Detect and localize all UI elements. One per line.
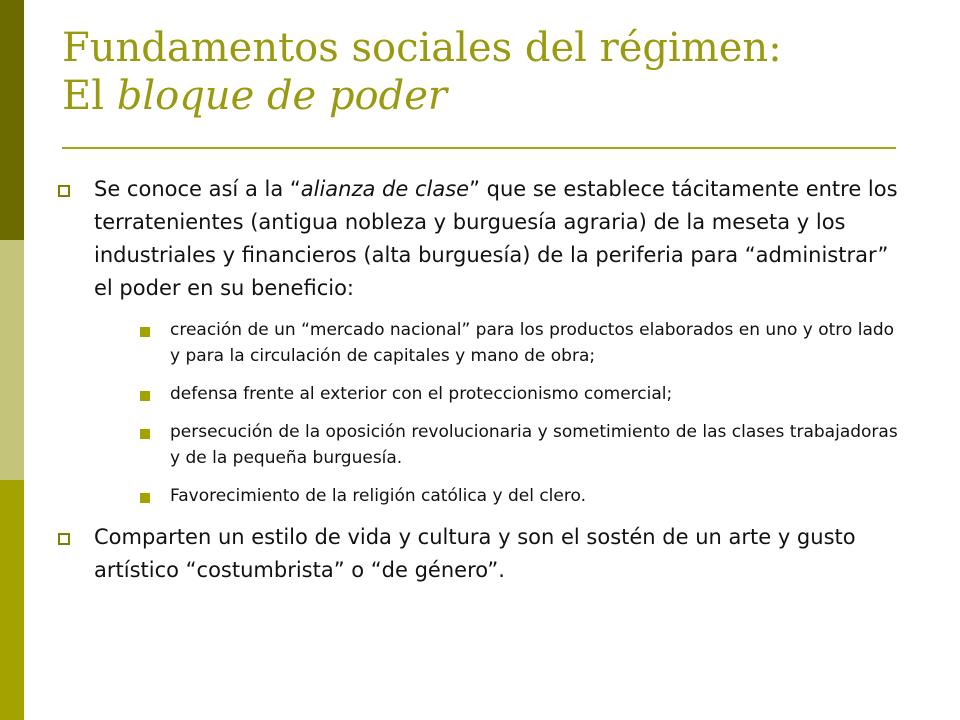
title-divider — [62, 147, 896, 149]
slide-body — [58, 173, 908, 587]
left-accent-bar-middle — [0, 240, 24, 480]
slide-title — [62, 24, 922, 120]
hollow-square-bullet-icon — [58, 185, 70, 197]
left-accent-bar-bottom — [0, 480, 24, 720]
sub-bullet-list — [58, 317, 908, 509]
sub-bullet-3-text: persecución de la oposición revolucionaria y sometimiento de las clases trabajadoras y de la pequeña burguesía. — [170, 422, 898, 468]
filled-square-bullet-icon — [140, 327, 150, 337]
bullet-1-text-after: ” que se establece tácitamente entre los terratenientes (antigua nobleza y burguesía agraria) de la meseta y los industriales y financieros (alta burguesía) de la periferia para “administrar” el poder en su beneficio: — [94, 177, 898, 300]
filled-square-bullet-icon — [140, 391, 150, 401]
sub-bullet-4-text: Favorecimiento de la religión católica y del clero. — [170, 486, 586, 506]
hollow-square-bullet-icon — [58, 533, 70, 545]
slide-title-prefix: El — [62, 73, 117, 119]
slide-title-line2 — [62, 72, 922, 120]
sub-bullet-item-3 — [140, 419, 908, 471]
bullet-2-text: Comparten un estilo de vida y cultura y son el sostén de un arte y gusto artístico “costumbrista” o “de género”. — [94, 525, 856, 582]
bullet-item-2 — [58, 521, 908, 587]
sub-bullet-1-text: creación de un “mercado nacional” para los productos elaborados en uno y otro lado y para la circulación de capitales y mano de obra; — [170, 320, 895, 366]
bullet-1-text-italic: alianza de clase — [300, 177, 470, 201]
left-accent-bar-top — [0, 0, 24, 240]
bullet-1-text-before: Se conoce así a la “ — [94, 177, 301, 201]
sub-bullet-item-2 — [140, 381, 908, 407]
sub-bullet-item-4 — [140, 483, 908, 509]
sub-bullet-item-1 — [140, 317, 908, 369]
bullet-item-1 — [58, 173, 908, 305]
sub-bullet-2-text: defensa frente al exterior con el proteccionismo comercial; — [170, 384, 673, 404]
filled-square-bullet-icon — [140, 429, 150, 439]
slide-title-line1: Fundamentos sociales del régimen: — [62, 25, 782, 71]
slide-title-italic: bloque de poder — [116, 73, 448, 119]
filled-square-bullet-icon — [140, 493, 150, 503]
